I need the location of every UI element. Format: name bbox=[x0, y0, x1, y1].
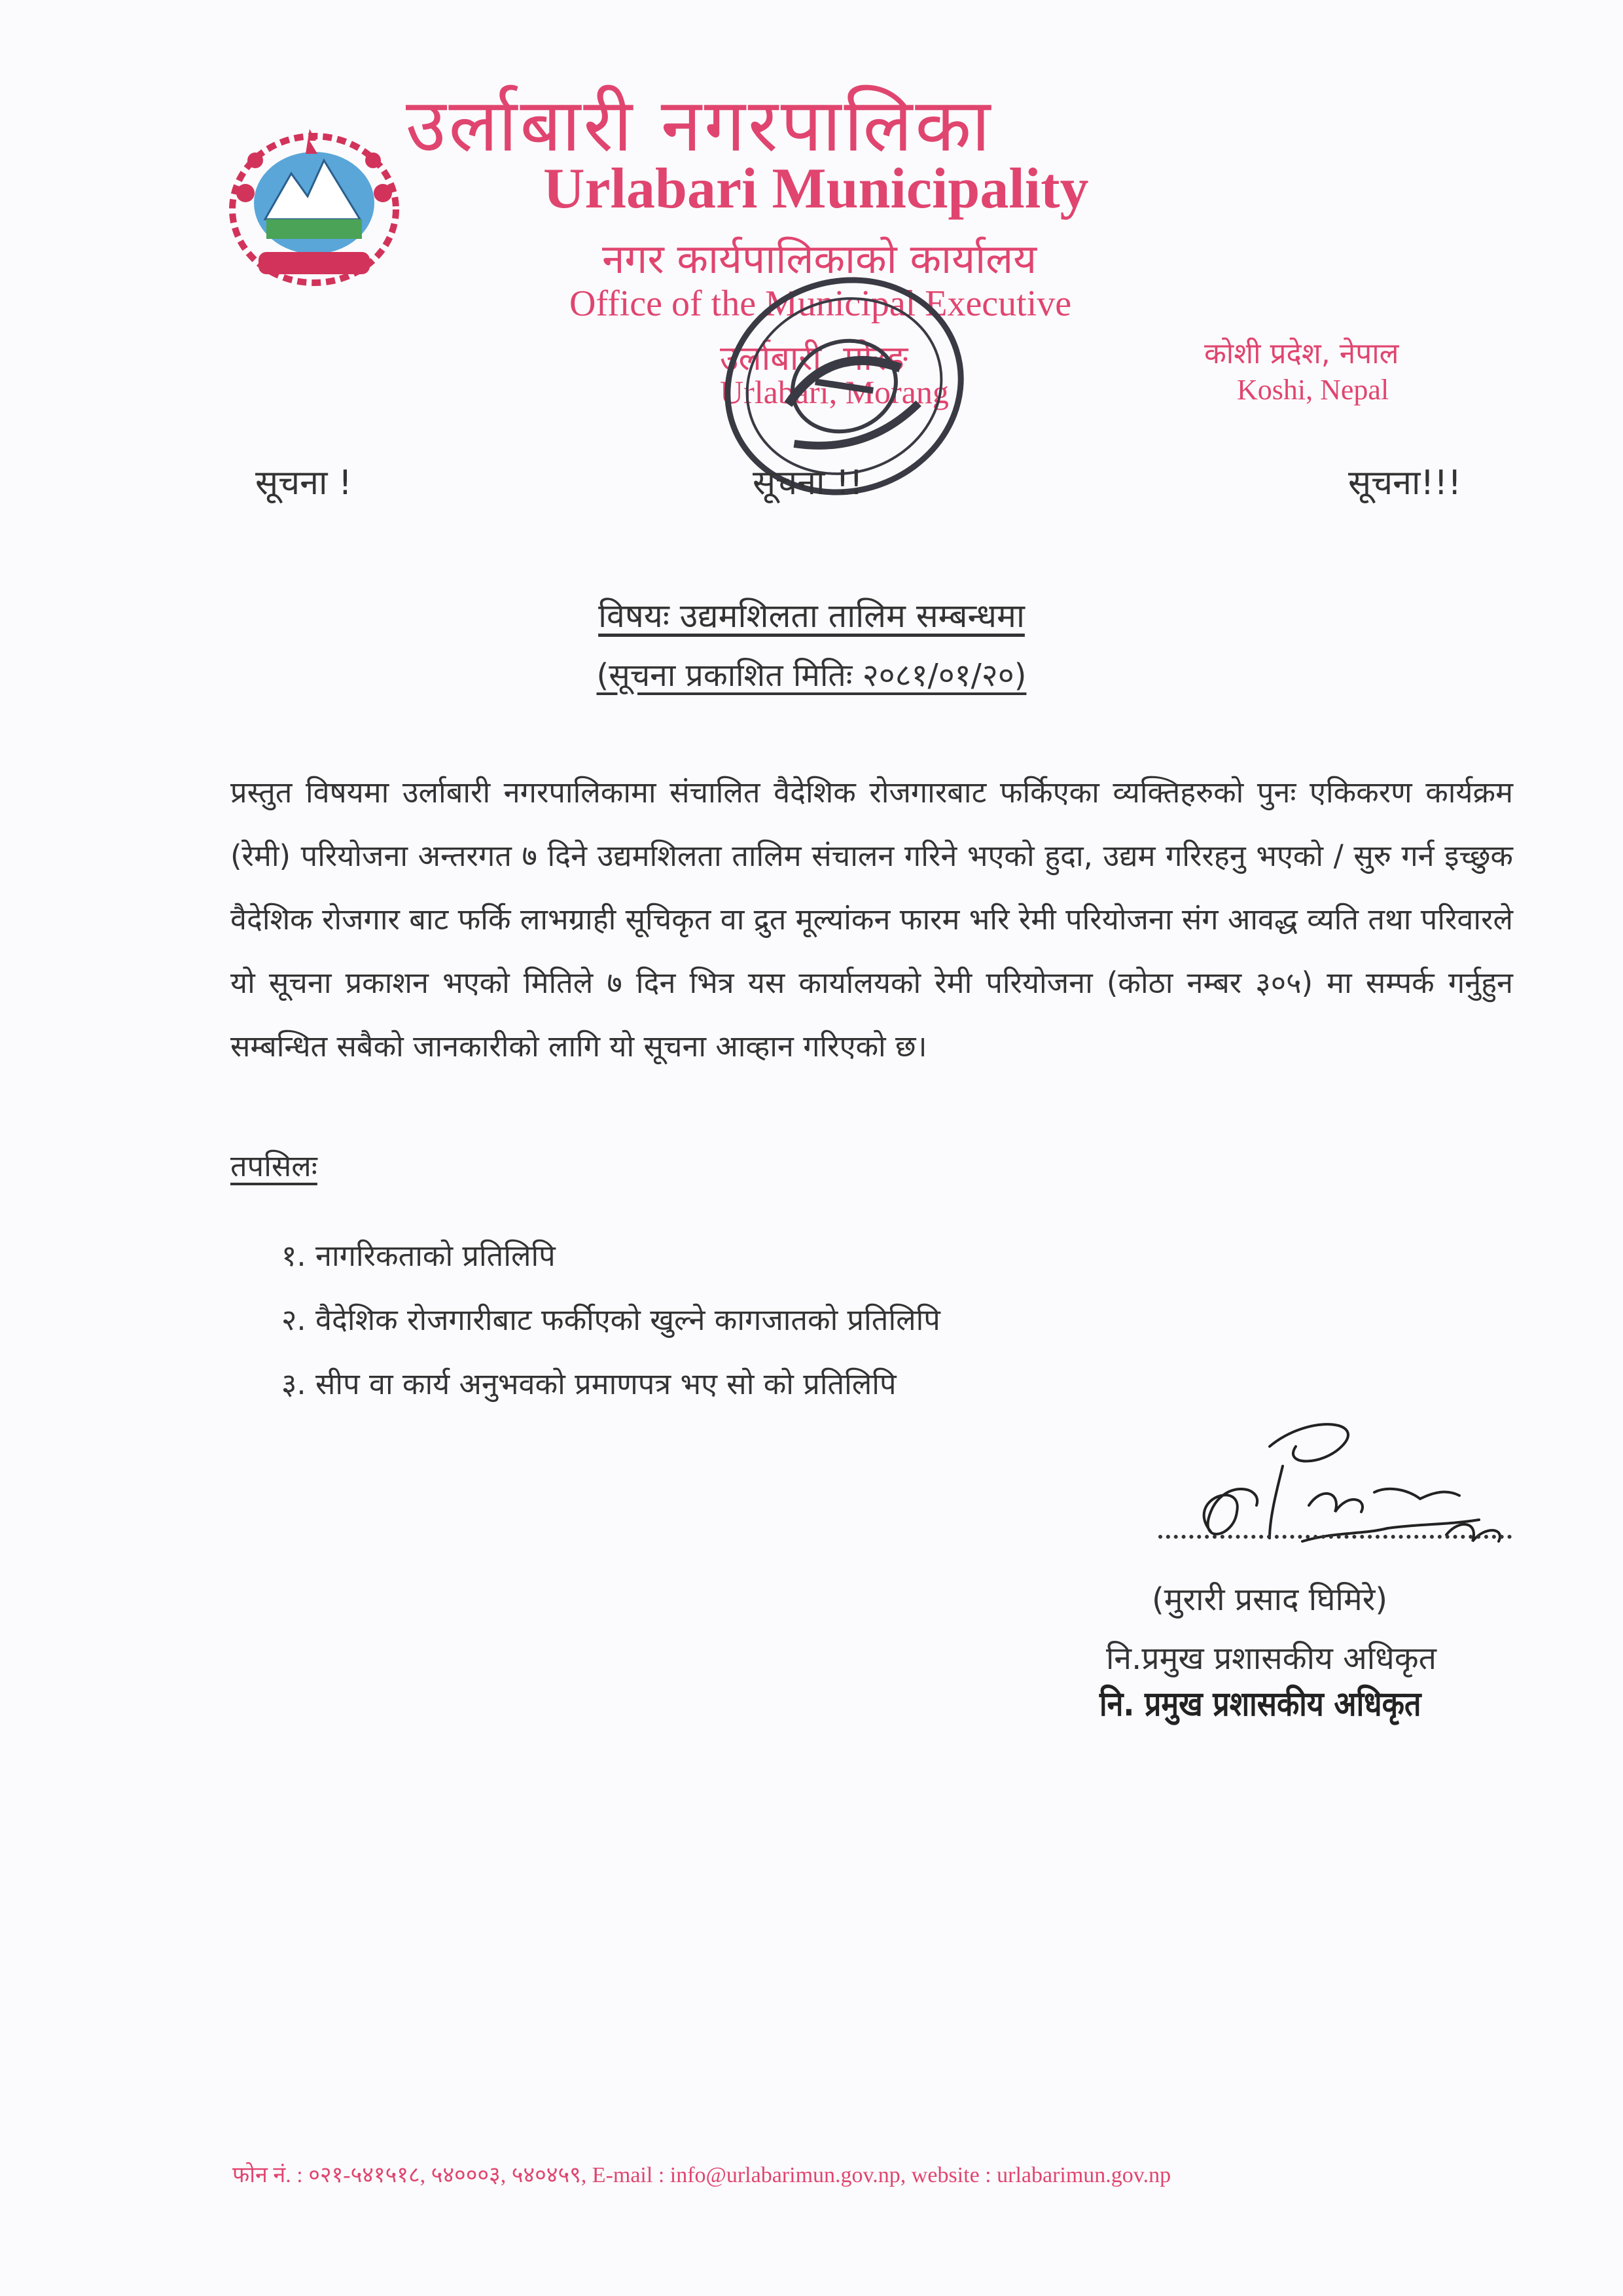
municipality-name-english: Urlabari Municipality bbox=[543, 157, 1089, 221]
details-heading: तपसिलः bbox=[230, 1149, 317, 1183]
handwritten-signature-icon bbox=[1171, 1407, 1525, 1571]
province-nepali: कोशी प्रदेश, नेपाल bbox=[1204, 337, 1399, 370]
province-english: Koshi, Nepal bbox=[1237, 374, 1389, 406]
signatory-name: (मुरारी प्रसाद घिमिरे) bbox=[1152, 1581, 1388, 1618]
details-list bbox=[281, 1224, 940, 1416]
office-name-nepali: नगर कार्यपालिकाको कार्यालय bbox=[602, 235, 1037, 283]
list-item: ३. सीप वा कार्य अनुभवको प्रमाणपत्र भए सो को प्रतिलिपि bbox=[281, 1367, 897, 1401]
signature-line bbox=[1158, 1535, 1512, 1539]
office-name-english: Office of the Municipal Executive bbox=[569, 283, 1072, 324]
notice-label-right: सूचना!!! bbox=[1348, 463, 1462, 503]
subject-text: विषयः उद्यमशिलता तालिम सम्बन्धमा bbox=[598, 597, 1025, 635]
notice-label-center: सूचना !! bbox=[753, 463, 863, 503]
notice-label-left: सूचना ! bbox=[255, 463, 352, 503]
publication-date-text: (सूचना प्रकाशित मितिः २०८१/०१/२०) bbox=[596, 657, 1027, 694]
place-nepali: उर्लाबारी, मोरङ bbox=[720, 339, 908, 378]
list-item: २. वैदेशिक रोजगारीबाट फर्कीएको खुल्ने कागजातको प्रतिलिपि bbox=[281, 1302, 940, 1337]
place-english: Urlabari, Morang bbox=[720, 374, 949, 410]
publication-date-line bbox=[0, 653, 1623, 696]
signatory-title-stamp: नि. प्रमुख प्रशासकीय अधिकृत bbox=[1099, 1685, 1421, 1724]
signatory-title: नि.प्रमुख प्रशासकीय अधिकृत bbox=[1106, 1640, 1436, 1677]
list-item: १. नागरिकताको प्रतिलिपि bbox=[281, 1238, 556, 1273]
subject-line bbox=[0, 592, 1623, 637]
municipality-name-nepali: उर्लाबारी नगरपालिका bbox=[406, 83, 993, 168]
notice-body: प्रस्तुत विषयमा उर्लाबारी नगरपालिकामा संचालित वैदेशिक रोजगारबाट फर्किएका व्यक्तिहरुको पुनः एकिकरण कार्यक्रम (रेमी) परियोजना अन्तरगत ७ दिने उद्यमशिलता तालिम संचालन गरिने भएको हुदा, उद्यम गरिरहनु भएको / सुरु गर्न इच्छुक वैदेशिक रोजगार बाट फर्कि लाभग्राही सूचिकृत वा द्रुत मूल्यांकन फारम भरि रेमी परियोजना संग आवद्ध व्यति तथा परिवारले यो सूचना प्रकाशन भएको मितिले ७ दिन भित्र यस कार्यालयको रेमी परियोजना (कोठा नम्बर ३०५) मा सम्पर्क गर्नुहुन सम्बन्धित सबैको जानकारीको लागि यो सूचना आव्हान गरिएको छ। bbox=[230, 775, 1513, 1064]
nepal-emblem-icon bbox=[219, 121, 409, 291]
footer-contact: फोन नं. : ०२१-५४१५१८, ५४०००३, ५४०४५९, E-mail : info@urlabarimun.gov.np, website : urlabarimun.gov.np bbox=[232, 2163, 1171, 2187]
